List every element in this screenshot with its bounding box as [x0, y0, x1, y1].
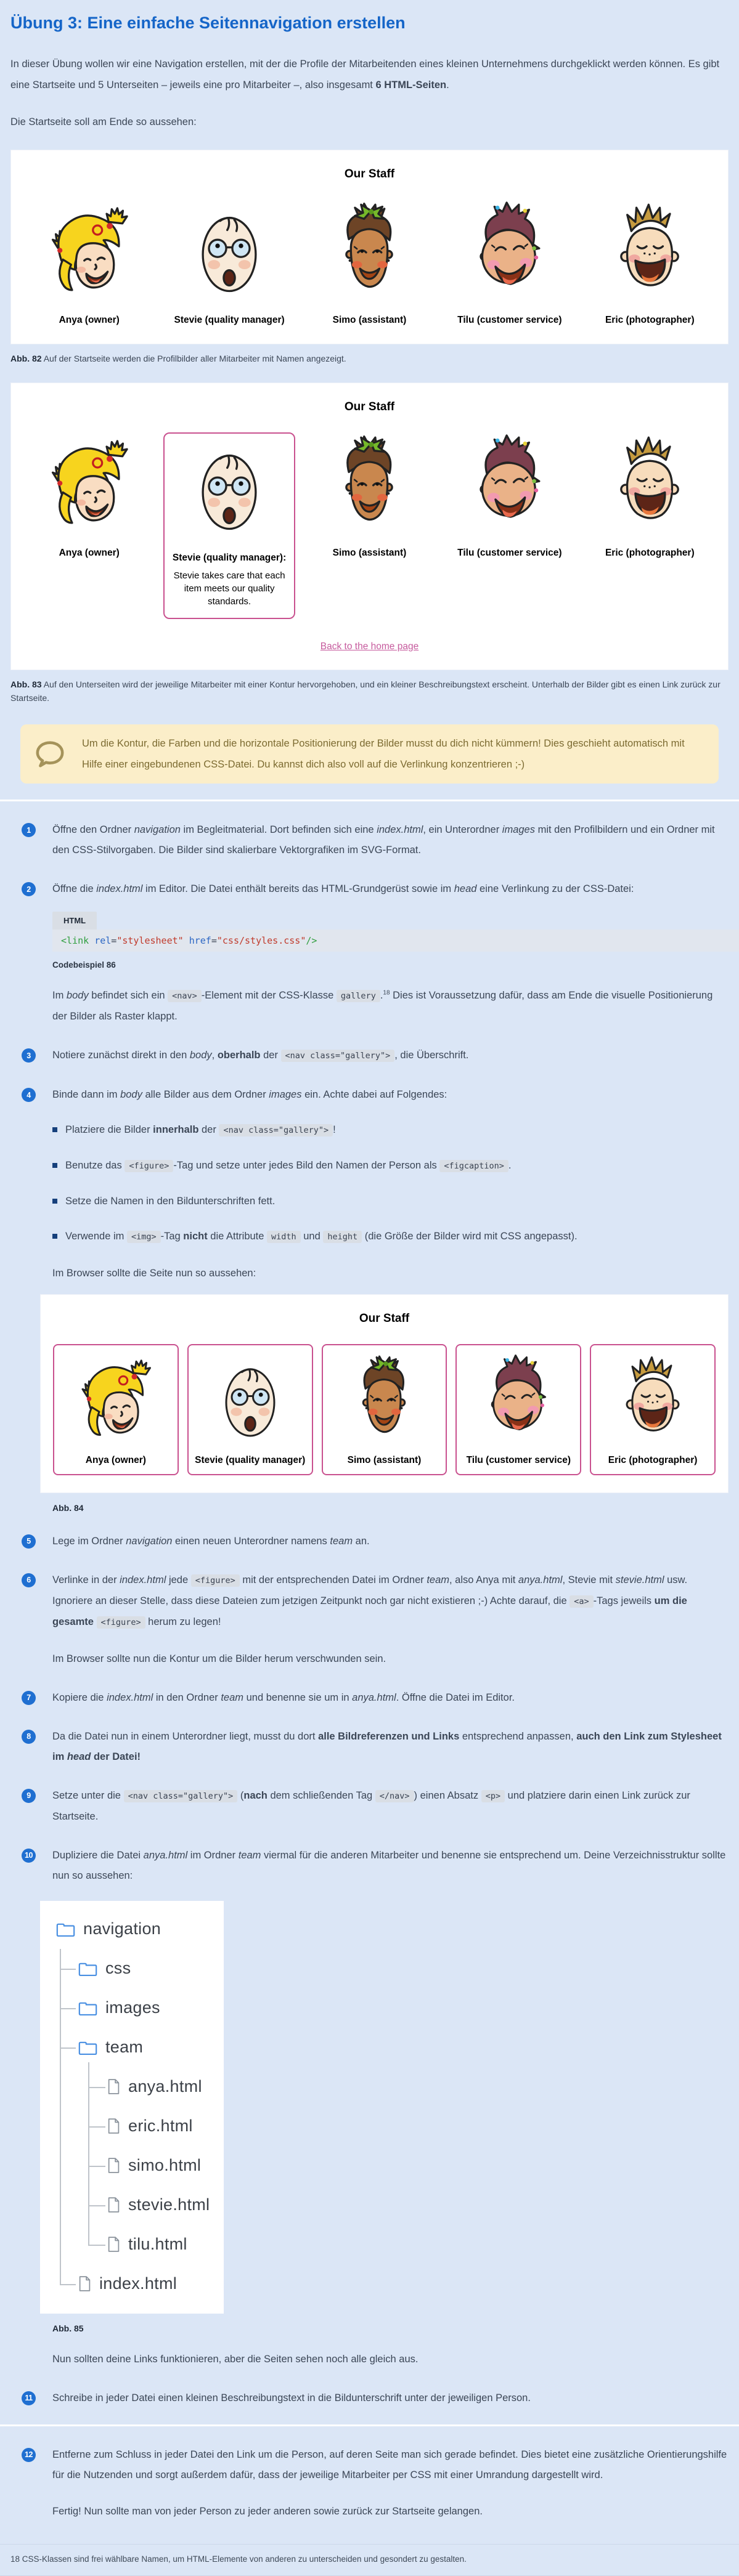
- step-12: [10, 2445, 729, 2485]
- tree-row-stevie-html: [40, 2185, 224, 2225]
- gallery-heading: Our Staff: [359, 1311, 410, 1325]
- bullet-text: Benutze das <figure> -Tag und setze unter jedes Bild den Namen der Person als <figcaption> .: [65, 1160, 512, 1171]
- step-8: [10, 1727, 729, 1767]
- step-badge: 11: [22, 2391, 36, 2405]
- staff-figure-eric: [584, 200, 716, 326]
- pink-card: [590, 1344, 716, 1475]
- step-badge: 7: [22, 1691, 36, 1705]
- footnote-divider: [0, 2544, 739, 2545]
- step-5: [10, 1531, 729, 1552]
- staff-image-tilu: [469, 432, 550, 534]
- code-block: [52, 912, 729, 970]
- staff-description: Stevie takes care that each item meets our quality standards.: [173, 570, 285, 607]
- staff-name: Simo (assistant): [332, 548, 407, 558]
- step-badge: 10: [22, 1849, 36, 1863]
- staff-image-tilu: [469, 200, 550, 301]
- step-badge: 12: [22, 2448, 36, 2462]
- step-7: [10, 1688, 729, 1708]
- step-badge: 2: [22, 882, 36, 896]
- footnote: 18 CSS-Klassen sind frei wählbare Namen, um HTML-Elemente von anderen zu unterscheiden und gesondert zu gestalten.: [10, 2554, 467, 2564]
- after-code-paragraph: Im body befindet sich ein <nav> -Element mit der CSS-Klasse gallery .$^{18}$ Dies ist Voraussetzung dafür, dass am Ende die visuelle Positionierung der Bilder als Raster klappt.: [52, 989, 713, 1022]
- page-break-line: [0, 800, 739, 801]
- step-badge: 9: [22, 1789, 36, 1803]
- file-tree: [40, 1901, 224, 2314]
- staff-figure-anya: [53, 1344, 179, 1475]
- staff-figure-tilu: [444, 200, 575, 326]
- step-text: Lege im Ordner navigation einen neuen Unterordner namens team an.: [52, 1535, 370, 1547]
- tree-row-anya-html: [40, 2067, 224, 2107]
- staff-image-simo: [347, 1353, 421, 1445]
- step-text: Öffne den Ordner navigation im Begleitmaterial. Dort befinden sich eine index.html, ein Unterordner images mit den Profilbildern und ein Ordner mit den CSS-Stilvorgaben. Die Bilder sind skalierbare Vektorgrafiken im SVG-Format.: [52, 824, 715, 856]
- staff-name: Anya (owner): [59, 548, 120, 558]
- step-badge: 8: [22, 1730, 36, 1744]
- tree-label: simo.html: [128, 2156, 202, 2174]
- step-text: Schreibe in jeder Datei einen kleinen Beschreibungstext in die Bildunterschrift unter der jeweiligen Person.: [52, 2392, 531, 2404]
- file-icon: [107, 2157, 120, 2174]
- staff-image-tilu: [481, 1353, 555, 1445]
- tree-row-simo-html: [40, 2146, 224, 2185]
- footnote-divider: [0, 2575, 739, 2576]
- browser-line-1: Im Browser sollte die Seite nun so aussehen:: [52, 1268, 256, 1279]
- staff-image-simo: [329, 200, 410, 301]
- tree-label: team: [105, 2038, 144, 2056]
- gallery-heading: Our Staff: [344, 168, 395, 180]
- bullet-text: Verwende im <img> -Tag nicht die Attribute width und height (die Größe der Bilder wird mit CSS angepasst).: [65, 1231, 578, 1242]
- tree-label: stevie.html: [128, 2195, 210, 2214]
- step-text: Notiere zunächst direkt in den body, oberhalb der <nav class="gallery"> , die Überschrift.: [52, 1050, 469, 1061]
- tree-row-team: [40, 2028, 224, 2067]
- step-text: Setze unter die <nav class="gallery"> (nach dem schließenden Tag </nav> ) einen Absatz <p> und platziere darin einen Link zurück zur Startseite.: [52, 1789, 690, 1822]
- tree-label: tilu.html: [128, 2235, 187, 2253]
- after-tree-paragraph: Nun sollten deine Links funktionieren, aber die Seiten sehen noch alle gleich aus.: [52, 2353, 418, 2365]
- bullet-item: [52, 1191, 729, 1212]
- staff-name: Anya (owner): [59, 315, 120, 325]
- code-line: <link rel="stylesheet" href="css/styles.css"/>: [52, 930, 739, 952]
- square-bullet-icon: [52, 1127, 57, 1132]
- folder-icon: [56, 1922, 75, 1937]
- step-text: Da die Datei nun in einem Unterordner liegt, musst du dort alle Bildreferenzen und Links entsprechend anpassen, auch den Link zum Stylesheet im head der Datei!: [52, 1730, 722, 1762]
- square-bullet-icon: [52, 1234, 57, 1239]
- file-icon: [78, 2275, 91, 2292]
- step-4: [10, 1085, 729, 1105]
- figure-subpage: [10, 383, 729, 670]
- staff-figure-simo: [304, 200, 435, 326]
- staff-image-eric: [609, 200, 690, 301]
- step-text: Binde dann im body alle Bilder aus dem Ordner images ein. Achte dabei auf Folgendes:: [52, 1089, 447, 1100]
- step-11: [10, 2388, 729, 2408]
- step-badge: 6: [22, 1573, 36, 1587]
- tree-row-css: [40, 1949, 224, 1988]
- staff-figure-tilu: [444, 432, 575, 559]
- file-icon: [107, 2118, 120, 2134]
- figure-caption-82: Abb. 82 Auf der Startseite werden die Profilbilder aller Mitarbeiter mit Namen angezeigt.: [10, 354, 346, 363]
- tree-label: index.html: [99, 2274, 178, 2293]
- staff-name: Tilu (customer service): [457, 315, 562, 325]
- final-line: Fertig! Nun sollte man von jeder Person zu jeder anderen sowie zurück zur Startseite gelangen.: [52, 2505, 483, 2517]
- lead-line: Die Startseite soll am Ende so aussehen:: [10, 116, 197, 128]
- staff-name: Anya (owner): [85, 1454, 146, 1465]
- file-icon: [107, 2197, 120, 2213]
- staff-name: Eric (photographer): [605, 315, 695, 325]
- staff-figure-anya: [23, 432, 155, 559]
- intro-paragraph: In dieser Übung wollen wir eine Navigation erstellen, mit der die Profile der Mitarbeitenden eines kleinen Unternehmens durchgeklickt werden können. Es gibt eine Startseite und 5 Unterseiten – jeweils eine pro Mitarbeiter –, also insgesamt 6 HTML-Seiten.: [10, 59, 720, 91]
- tree-label: eric.html: [128, 2116, 193, 2135]
- speech-bubble-icon: [35, 740, 65, 768]
- staff-gallery-3: [53, 1344, 716, 1475]
- staff-figure-eric: [584, 432, 716, 559]
- step-badge: 5: [22, 1534, 36, 1549]
- tree-label: images: [105, 1998, 160, 2017]
- step-9: [10, 1786, 729, 1827]
- tree-label: css: [105, 1959, 131, 1977]
- step-3: [10, 1045, 729, 1066]
- gallery-heading: Our Staff: [344, 400, 395, 413]
- staff-figure-eric: [590, 1344, 716, 1475]
- staff-figure-simo: [322, 1344, 447, 1475]
- folder-icon: [78, 2001, 97, 2015]
- step-badge: 3: [22, 1048, 36, 1063]
- code-tab: HTML: [52, 912, 97, 930]
- staff-figure-tilu: [455, 1344, 581, 1475]
- step-text: Öffne die index.html im Editor. Die Datei enthält bereits das HTML-Grundgerüst sowie im head eine Verlinkung zu der CSS-Datei:: [52, 883, 634, 894]
- figure-caption-84: Abb. 84: [52, 1502, 84, 1513]
- staff-name: Tilu (customer service): [457, 548, 562, 558]
- staff-gallery-2: [23, 432, 716, 619]
- staff-figure-stevie: [163, 200, 295, 326]
- back-home-link[interactable]: Back to the home page: [320, 641, 419, 652]
- staff-name: Tilu (customer service): [466, 1454, 571, 1465]
- figure-browser-result: [40, 1294, 729, 1493]
- staff-gallery-1: [23, 200, 716, 326]
- bullet-item: [52, 1156, 729, 1177]
- code-caption: Codebeispiel 86: [52, 960, 116, 970]
- figure-caption-83: Abb. 83 Auf den Unterseiten wird der jeweilige Mitarbeiter mit einer Kontur hervorgehoben, und ein kleiner Beschreibungstext erscheint. Unterhalb der Bilder gibt es einen Link zurück zur Startseite.: [10, 679, 721, 703]
- note-text: Um die Kontur, die Farben und die horizontale Positionierung der Bilder musst du dich nicht kümmern! Dies geschieht automatisch mit Hilfe einer eingebundenen CSS-Datei. Du kannst dich also voll auf die Verlinkung konzentrieren ;-): [82, 738, 685, 770]
- square-bullet-icon: [52, 1163, 57, 1168]
- staff-image-anya: [49, 432, 130, 534]
- staff-name: Stevie (quality manager):: [172, 553, 287, 563]
- staff-image-simo: [329, 432, 410, 534]
- browser-line-2: Im Browser sollte nun die Kontur um die Bilder herum verschwunden sein.: [52, 1653, 386, 1664]
- bullet-item: [52, 1226, 729, 1247]
- staff-image-anya: [49, 200, 130, 301]
- figure-startpage: [10, 150, 729, 344]
- tree-row-images: [40, 1988, 224, 2028]
- folder-icon: [78, 2040, 97, 2055]
- tree-label: navigation: [83, 1919, 161, 1938]
- step-1: [10, 820, 729, 861]
- page-title: Übung 3: Eine einfache Seitennavigation erstellen: [10, 14, 406, 32]
- staff-image-eric: [609, 432, 690, 534]
- tree-row-navigation: [40, 1910, 224, 1949]
- staff-name: Stevie (quality manager): [195, 1454, 306, 1465]
- staff-name: Stevie (quality manager): [174, 315, 285, 325]
- step-2: [10, 879, 729, 899]
- step-badge: 4: [22, 1088, 36, 1102]
- pink-card: [53, 1344, 179, 1475]
- bullet-text: Platziere die Bilder innerhalb der <nav class="gallery"> !: [65, 1124, 336, 1135]
- step-text: Dupliziere die Datei anya.html im Ordner team viermal für die anderen Mitarbeiter und benenne sie entsprechend um. Deine Verzeichnisstruktur sollte nun so aussehen:: [52, 1849, 726, 1881]
- step-text: Verlinke in der index.html jede <figure> mit der entsprechenden Datei im Ordner team, also Anya mit anya.html, Stevie mit stevie.html usw. Ignoriere an dieser Stelle, dass diese Dateien zum jetzigen Zeitpunkt noch gar nicht existieren ;-) Achte darauf, die <a> -Tags jeweils um die gesamte <figure> herum zu legen!: [52, 1574, 688, 1627]
- step-badge: 1: [22, 823, 36, 837]
- staff-name: Simo (assistant): [347, 1454, 422, 1465]
- tree-label: anya.html: [128, 2077, 202, 2096]
- folder-icon: [78, 1961, 97, 1976]
- staff-name: Eric (photographer): [608, 1454, 698, 1465]
- staff-figure-anya: [23, 200, 155, 326]
- bullet-list: [52, 1120, 729, 1247]
- page-break-line: [0, 2424, 739, 2426]
- staff-figure-stevie-highlighted: [163, 432, 295, 619]
- bullet-text: Setze die Namen in den Bildunterschriften fett.: [65, 1196, 276, 1207]
- pink-card: [455, 1344, 581, 1475]
- staff-figure-stevie: [187, 1344, 313, 1475]
- note-box: [20, 724, 719, 784]
- staff-name: Eric (photographer): [605, 548, 695, 558]
- staff-image-stevie: [189, 200, 270, 301]
- staff-name: Simo (assistant): [332, 315, 407, 325]
- staff-image-anya: [79, 1353, 153, 1445]
- tree-row-index-html: [40, 2264, 224, 2304]
- bullet-item: [52, 1120, 729, 1141]
- file-icon: [107, 2236, 120, 2253]
- square-bullet-icon: [52, 1199, 57, 1204]
- staff-image-eric: [616, 1353, 690, 1445]
- tree-row-tilu-html: [40, 2225, 224, 2264]
- step-10: [10, 1845, 729, 1886]
- step-text: Entferne zum Schluss in jeder Datei den Link um die Person, auf deren Seite man sich gerade befindet. Dies bietet eine zusätzliche Orientierungshilfe für die Nutzenden und sorgt außerdem dafür, dass der jeweilige Mitarbeiter per CSS mit einer Umrandung dargestellt wird.: [52, 2448, 727, 2481]
- step-text: Kopiere die index.html in den Ordner team und benenne sie um in anya.html. Öffne die Datei im Editor.: [52, 1691, 515, 1703]
- file-icon: [107, 2078, 120, 2095]
- pink-card: [322, 1344, 447, 1475]
- staff-image-stevie: [213, 1353, 287, 1445]
- step-6: [10, 1570, 729, 1633]
- staff-figure-simo: [304, 432, 435, 559]
- tree-row-eric-html: [40, 2107, 224, 2146]
- figure-caption-85: Abb. 85: [52, 2323, 84, 2333]
- staff-image-stevie: [189, 437, 270, 539]
- pink-card: [187, 1344, 313, 1475]
- highlight-card: [163, 432, 295, 619]
